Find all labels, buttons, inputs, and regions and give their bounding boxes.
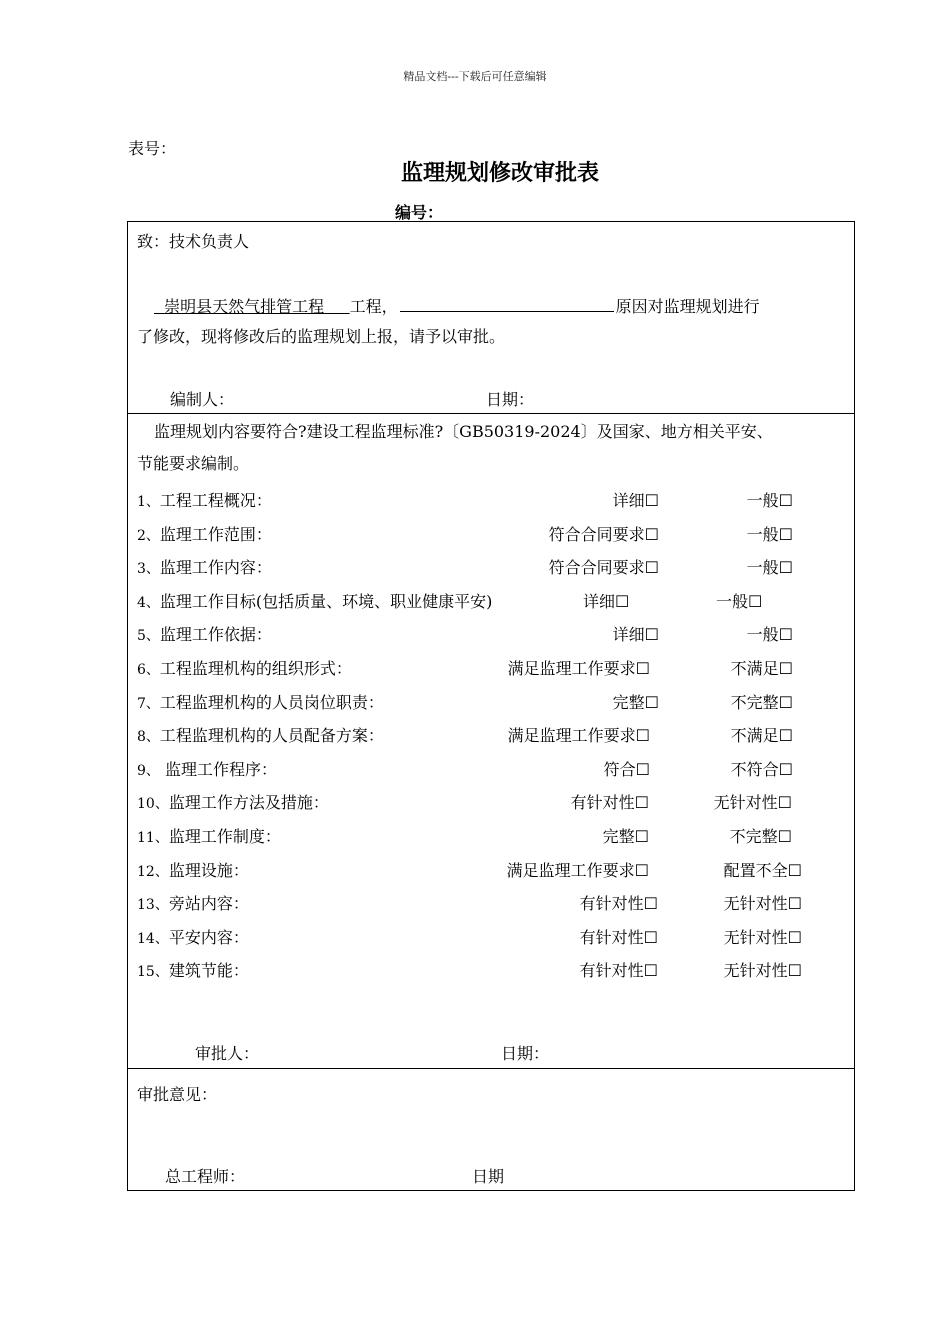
- opinion-date-label: 日期: [472, 1167, 505, 1186]
- approver-date-label: 日期：: [501, 1044, 550, 1063]
- criteria-item: [137, 824, 847, 848]
- criteria-item-label: [137, 824, 281, 847]
- criteria-item: [137, 757, 847, 781]
- criteria-option-1-checkbox[interactable]: 符合☐: [603, 759, 650, 779]
- criteria-item-label: [137, 891, 249, 914]
- criteria-item-label: [137, 723, 384, 746]
- criteria-option-1-checkbox[interactable]: 有针对性☐: [579, 894, 658, 914]
- criteria-option-2-checkbox[interactable]: 不满足☐: [730, 726, 793, 746]
- project-line: [154, 295, 760, 317]
- criteria-item-label: [137, 790, 329, 813]
- criteria-option-1-checkbox[interactable]: 详细☐: [612, 625, 659, 645]
- criteria-item: [137, 958, 847, 982]
- criteria-item: [137, 656, 847, 680]
- criteria-option-1-checkbox[interactable]: 符合合同要求☐: [548, 524, 659, 544]
- criteria-item-label: [137, 522, 272, 545]
- criteria-item-label: [137, 589, 492, 612]
- criteria-item-label: [137, 488, 272, 511]
- criteria-option-2-checkbox[interactable]: 一般☐: [716, 591, 763, 611]
- criteria-item-text: 建筑节能：: [168, 961, 249, 981]
- criteria-item-number: 12、: [137, 863, 169, 880]
- criteria-option-2-checkbox[interactable]: 不完整☐: [729, 827, 792, 846]
- criteria-item-number: 13、: [137, 897, 169, 914]
- criteria-item-number: 2、: [137, 527, 160, 544]
- criteria-option-2-checkbox[interactable]: 不完整☐: [730, 692, 793, 712]
- criteria-option-2-checkbox[interactable]: 不满足☐: [730, 659, 793, 678]
- criteria-item: [137, 690, 847, 714]
- review-criteria-section: [128, 414, 854, 1069]
- opinion-label: 审批意见：: [137, 1085, 218, 1104]
- criteria-option-2-checkbox[interactable]: 一般☐: [746, 524, 793, 544]
- project-line-mid: 工程，: [349, 297, 398, 316]
- criteria-item-text: 监理工作依据：: [159, 625, 272, 645]
- criteria-item-number: 8、: [137, 729, 160, 746]
- criteria-option-2-checkbox[interactable]: 不符合☐: [730, 759, 793, 779]
- criteria-option-2-checkbox[interactable]: 无针对性☐: [723, 894, 802, 914]
- criteria-item-text: 工程监理机构的人员配备方案：: [159, 726, 384, 746]
- criteria-option-1-checkbox[interactable]: 详细☐: [583, 591, 630, 611]
- criteria-option-2-checkbox[interactable]: 一般☐: [746, 558, 793, 578]
- submission-section: [128, 222, 854, 414]
- criteria-item-text: 监理工作目标(包括质量、环境、职业健康平安): [159, 591, 493, 611]
- criteria-item-text: 监理工作程序：: [159, 759, 278, 779]
- criteria-item-text: 监理工作内容：: [159, 558, 272, 578]
- criteria-item-number: 15、: [137, 964, 169, 981]
- criteria-item-text: 旁站内容：: [168, 894, 249, 914]
- criteria-option-1-checkbox[interactable]: 有针对性☐: [579, 927, 658, 947]
- criteria-item: [137, 555, 847, 579]
- criteria-item-number: 7、: [137, 695, 160, 712]
- criteria-option-1-checkbox[interactable]: 符合合同要求☐: [548, 558, 659, 578]
- criteria-option-1-checkbox[interactable]: 完整☐: [602, 827, 649, 846]
- criteria-option-2-checkbox[interactable]: 无针对性☐: [723, 961, 802, 981]
- criteria-option-1-checkbox[interactable]: 满足监理工作要求☐: [507, 726, 650, 746]
- opinion-section: [128, 1069, 854, 1191]
- criteria-item-text: 工程工程概况：: [159, 491, 272, 510]
- criteria-item-number: 5、: [137, 628, 160, 645]
- criteria-item-number: 10、: [137, 796, 169, 813]
- criteria-item: [137, 891, 847, 915]
- criteria-item: [137, 790, 847, 814]
- header-note: 精品文档---下载后可任意编辑: [403, 70, 547, 83]
- form-number-label: 表号：: [128, 139, 177, 158]
- approver-label: 审批人：: [195, 1044, 260, 1063]
- criteria-option-1-checkbox[interactable]: 完整☐: [612, 692, 659, 712]
- criteria-option-2-checkbox[interactable]: 一般☐: [746, 625, 793, 645]
- approval-form-table: [127, 221, 855, 1191]
- criteria-item-number: 9、: [137, 762, 160, 779]
- criteria-option-2-checkbox[interactable]: 无针对性☐: [713, 793, 792, 813]
- criteria-option-1-checkbox[interactable]: 有针对性☐: [579, 961, 658, 981]
- criteria-item-text: 工程监理机构的人员岗位职责：: [159, 692, 384, 712]
- criteria-item: [137, 858, 847, 882]
- page-title: 监理规划修改审批表: [400, 160, 599, 186]
- criteria-option-1-checkbox[interactable]: 详细☐: [612, 491, 659, 510]
- serial-number-label: 编号：: [395, 203, 444, 222]
- criteria-item-number: 6、: [137, 662, 160, 678]
- criteria-item-label: [137, 858, 249, 881]
- criteria-item-number: 1、: [137, 494, 160, 510]
- criteria-item-text: 工程监理机构的组织形式：: [159, 659, 352, 678]
- addressee: 致：技术负责人: [137, 232, 250, 251]
- project-name: 崇明县天然气排管工程: [164, 297, 325, 316]
- criteria-item-label: [137, 958, 249, 981]
- criteria-item: [137, 522, 847, 546]
- criteria-item-number: 14、: [137, 930, 169, 947]
- criteria-item-label: [137, 690, 384, 713]
- criteria-item-label: [137, 925, 249, 948]
- criteria-item-number: 11、: [137, 830, 169, 846]
- criteria-item-text: 监理工作范围：: [159, 524, 272, 544]
- criteria-option-2-checkbox[interactable]: 无针对性☐: [723, 927, 802, 947]
- criteria-option-2-checkbox[interactable]: 一般☐: [746, 491, 793, 510]
- criteria-item-text: 监理工作方法及措施：: [168, 793, 329, 813]
- criteria-option-1-checkbox[interactable]: 满足监理工作要求☐: [506, 860, 649, 880]
- criteria-item-label: [137, 656, 352, 679]
- criteria-item-text: 平安内容：: [168, 927, 249, 947]
- reason-blank: [400, 295, 614, 312]
- criteria-option-2-checkbox[interactable]: 配置不全☐: [723, 860, 802, 880]
- criteria-item: [137, 723, 847, 747]
- criteria-item-text: 监理工作制度：: [168, 827, 281, 846]
- preparer-label: 编制人：: [170, 390, 235, 409]
- criteria-item-label: [137, 555, 272, 578]
- criteria-item: [137, 925, 847, 949]
- submission-text-line2: 了修改，现将修改后的监理规划上报，请予以审批。: [137, 327, 506, 346]
- criteria-item-number: 4、: [137, 594, 160, 611]
- criteria-option-1-checkbox[interactable]: 满足监理工作要求☐: [507, 659, 650, 678]
- chief-engineer-label: 总工程师：: [165, 1167, 246, 1186]
- criteria-item: [137, 589, 847, 613]
- criteria-option-1-checkbox[interactable]: 有针对性☐: [570, 793, 649, 813]
- criteria-intro-line2: 节能要求编制。: [137, 454, 250, 473]
- criteria-item: [137, 488, 847, 512]
- criteria-item-text: 监理设施：: [168, 860, 249, 880]
- project-line-end: 原因对监理规划进行: [615, 297, 760, 316]
- preparer-date-label: 日期：: [486, 390, 535, 409]
- criteria-item-label: [137, 622, 272, 645]
- criteria-intro-line1: 监理规划内容要符合?建设工程监理标准?〔GB50319-2024〕及国家、地方相关平安、: [154, 422, 773, 441]
- criteria-item: [137, 622, 847, 646]
- criteria-item-label: [137, 757, 277, 780]
- criteria-item-number: 3、: [137, 561, 160, 578]
